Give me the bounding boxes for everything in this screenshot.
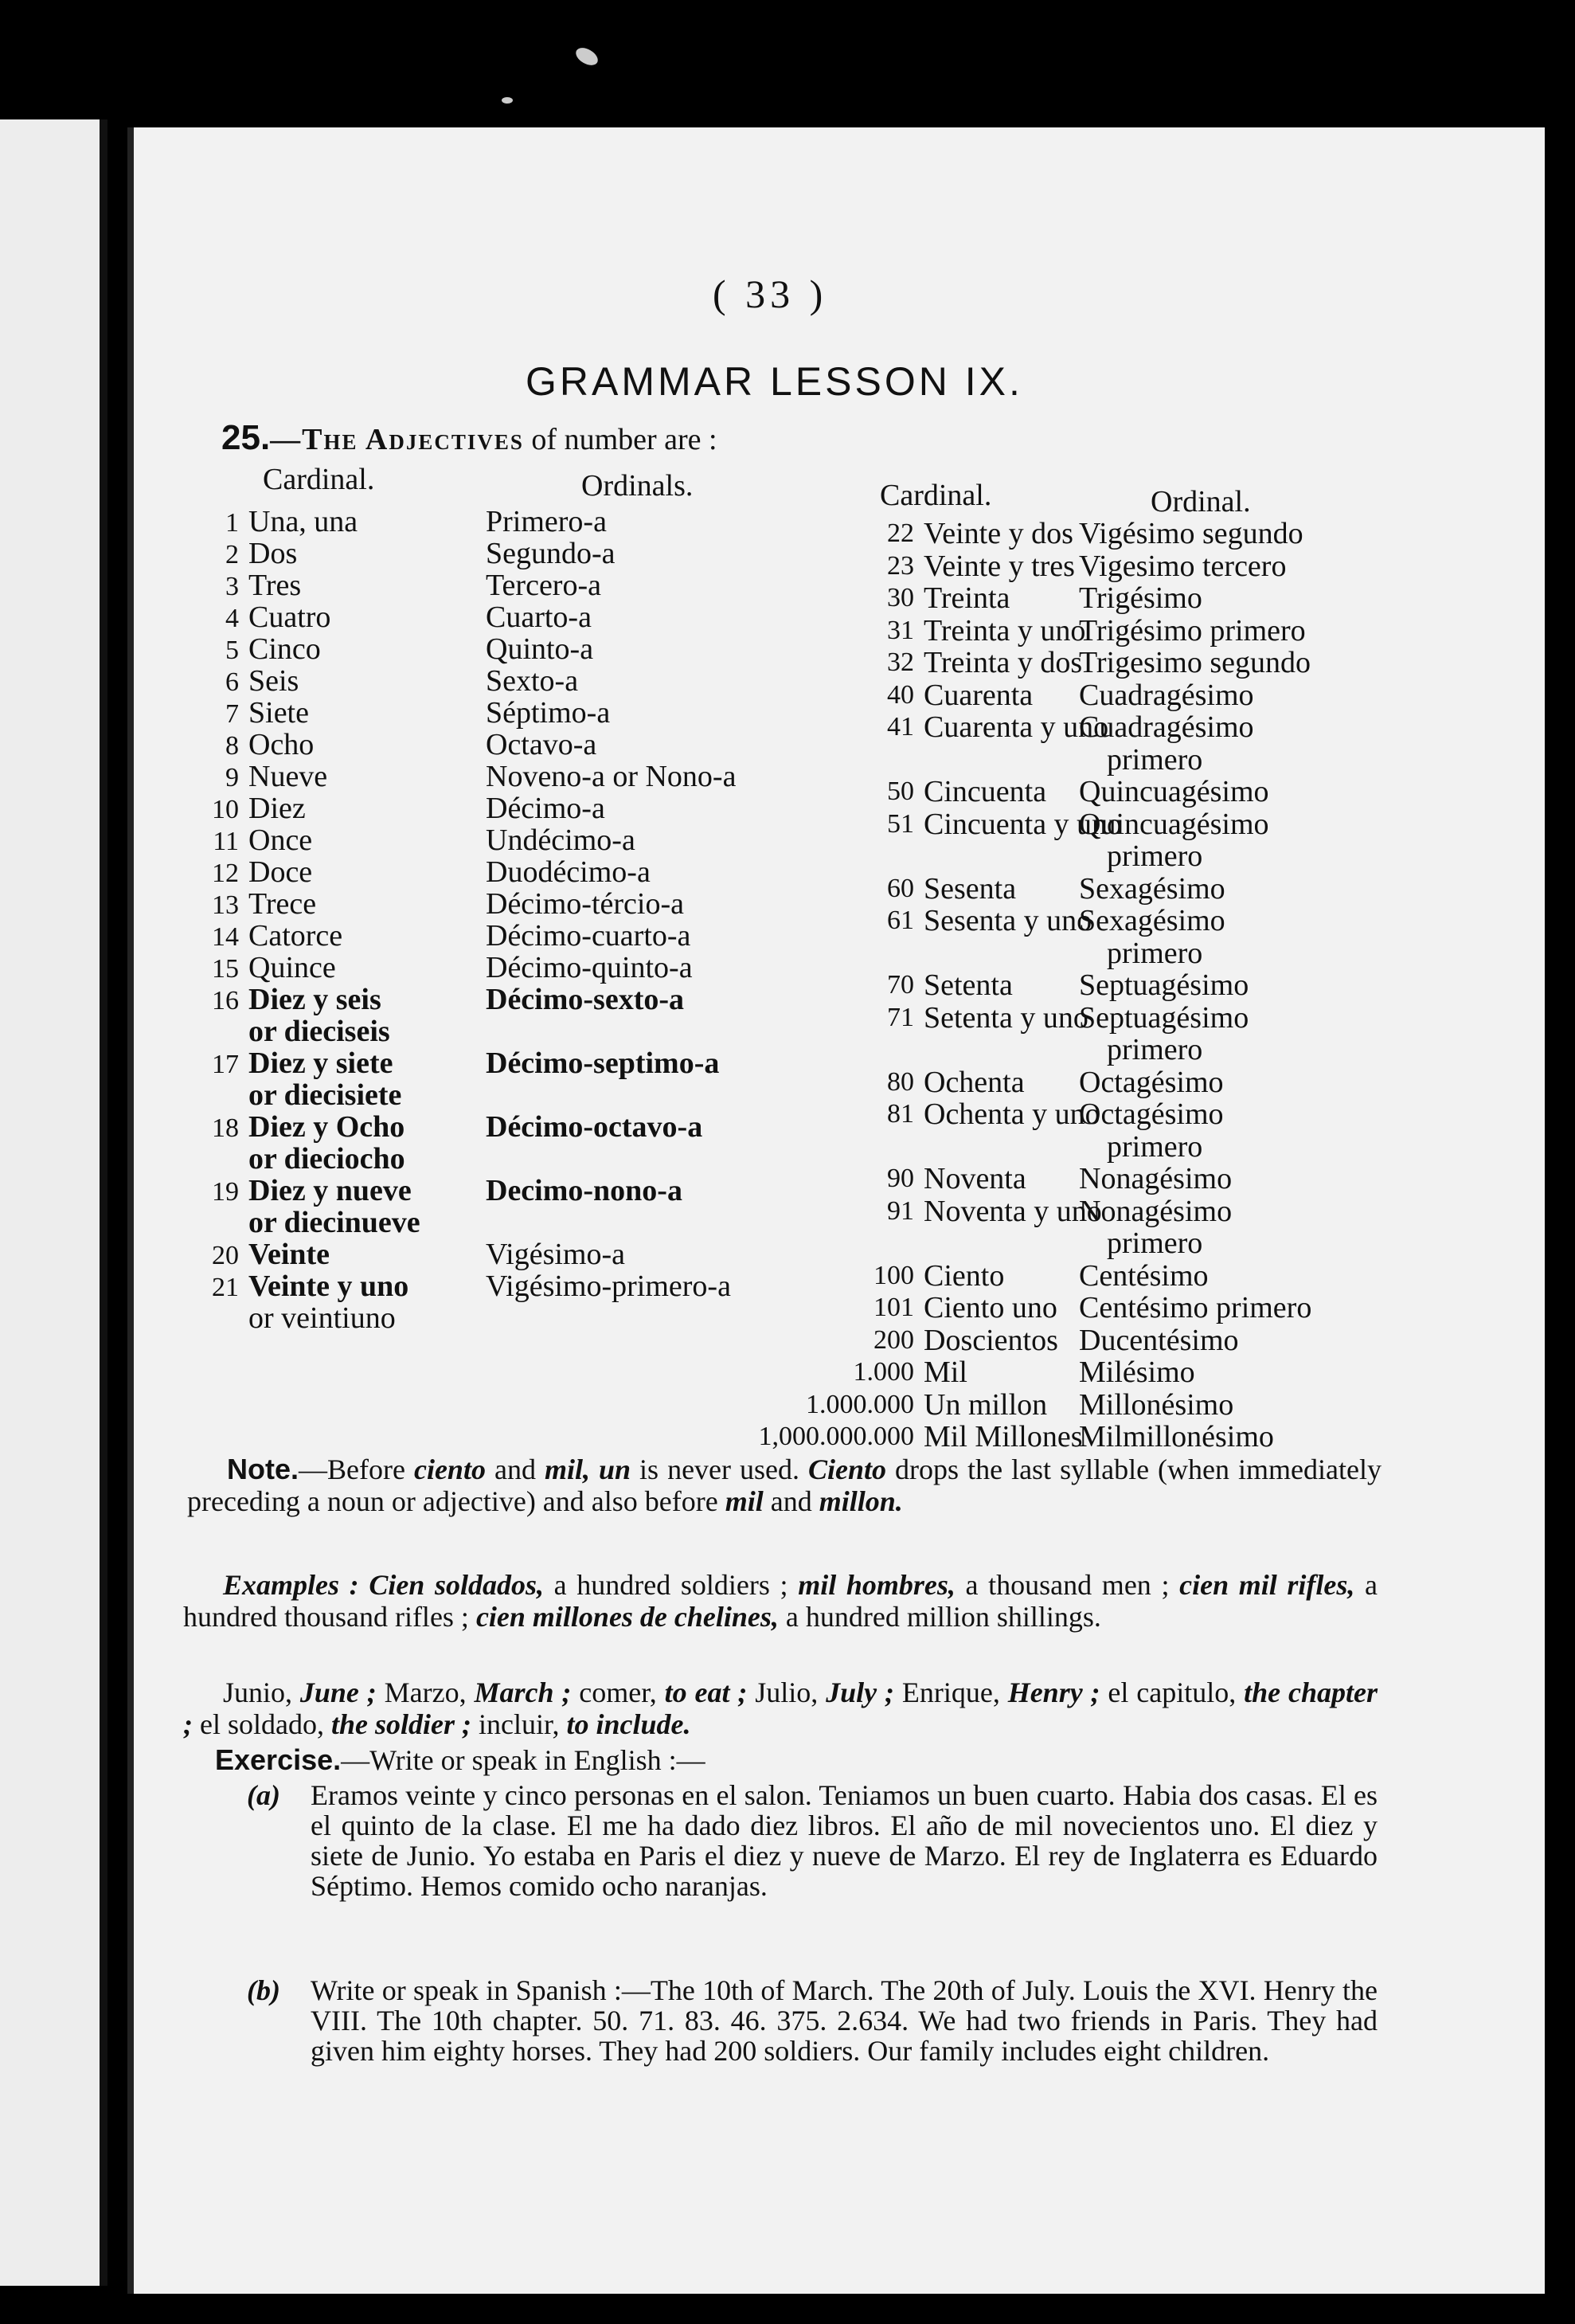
cardinal-value: Catorce	[248, 919, 343, 953]
table-row	[199, 824, 312, 858]
cardinal-value: Cuarenta	[924, 678, 1034, 712]
cardinal-value: Noventa	[924, 1162, 1026, 1195]
ordinal-value: Trigésimo primero	[1079, 613, 1306, 648]
table-row	[199, 506, 358, 539]
cardinal-value: Ciento	[924, 1258, 1005, 1293]
row-number: 71	[887, 1002, 914, 1032]
row-number: 1	[225, 508, 239, 538]
ordinal-value: Octagésimo	[1079, 1065, 1224, 1099]
note-label: Note.	[227, 1453, 299, 1485]
row-number: 7	[225, 699, 239, 729]
page-number: ( 33 )	[713, 272, 828, 316]
table-row	[199, 665, 299, 698]
table-row	[199, 1111, 404, 1144]
ordinal-value: Tercero-a	[486, 569, 601, 602]
cardinal-value: Cinco	[248, 632, 321, 666]
ordinal-value: Centésimo	[1079, 1258, 1209, 1293]
ordinal-value: Cuarto-a	[486, 601, 592, 634]
ordinal-value: Cuadragésimo	[1079, 710, 1254, 744]
ordinal-value: Décimo-septimo-a	[486, 1047, 720, 1080]
table-row	[199, 920, 342, 953]
table-row	[199, 601, 330, 635]
cardinal-value: Veinte y tres	[924, 549, 1075, 583]
table-row	[199, 697, 309, 730]
table-row	[199, 888, 316, 921]
ordinal-value: Vigésimo-a	[486, 1238, 626, 1271]
row-number: 23	[887, 550, 914, 581]
row-number: 1.000.000	[806, 1389, 914, 1419]
ordinal-value: Vigesimo tercero	[1079, 549, 1287, 583]
table-row	[199, 633, 321, 667]
header-cardinal-left: Cardinal.	[263, 463, 375, 496]
exercise-instruction: —Write or speak in English :—	[341, 1744, 705, 1776]
section-intro	[221, 418, 717, 458]
lesson-title: GRAMMAR LESSON IX.	[526, 359, 1023, 404]
cardinal-value: Trece	[248, 887, 317, 921]
table-row	[199, 538, 297, 571]
cardinal-value: Siete	[248, 696, 309, 730]
row-number: 21	[212, 1273, 239, 1302]
cardinal-value: Cuatro	[248, 601, 331, 634]
ordinal-value: Ducentésimo	[1079, 1323, 1239, 1357]
row-number: 19	[212, 1177, 239, 1207]
row-number: 1,000.000.000	[758, 1422, 914, 1451]
ordinal-value: Millonésimo	[1079, 1387, 1234, 1422]
ordinal-value: Milésimo	[1079, 1356, 1195, 1389]
row-number: 2	[225, 540, 239, 569]
row-number: 8	[225, 731, 239, 761]
ordinal-value: Décimo-a	[486, 792, 605, 825]
cardinal-value: Mil	[924, 1356, 967, 1389]
ordinal-alt: primero	[1107, 1033, 1203, 1066]
cardinal-value: Treinta y uno	[924, 613, 1086, 648]
ordinal-value: Sexagésimo	[1079, 871, 1225, 906]
row-number: 14	[212, 922, 239, 952]
table-row	[199, 1175, 412, 1208]
ordinal-value: Trigésimo	[1079, 581, 1202, 615]
ordinal-value: Trigesimo segundo	[1079, 646, 1311, 679]
ordinal-value: Nonagésimo	[1079, 1194, 1233, 1228]
cardinal-value: Diez y siete	[248, 1047, 393, 1080]
ordinal-value: Décimo-sexto-a	[486, 983, 685, 1016]
note-paragraph: Note.—Before ciento and mil, un is never used. Ciento drops the last syllable (when immediately preceding a noun or adjective) and also before mil and millon.	[187, 1453, 1382, 1517]
cardinal-value: Ochenta y uno	[924, 1097, 1100, 1131]
row-number: 81	[887, 1099, 914, 1129]
row-number: 13	[212, 890, 239, 920]
exercise-b-tag: (b)	[247, 1974, 280, 2006]
row-number: 41	[887, 712, 914, 741]
row-number: 6	[225, 667, 239, 697]
section-rest: of number are :	[531, 423, 717, 456]
row-number: 40	[887, 679, 914, 710]
cardinal-value: Doce	[248, 855, 313, 889]
cardinal-value: Ochenta	[924, 1065, 1025, 1099]
cardinal-value: Diez y nueve	[248, 1174, 412, 1207]
ordinal-value: Primero-a	[486, 505, 607, 538]
row-number: 31	[887, 615, 914, 645]
row-number: 9	[225, 763, 239, 792]
ordinal-value: Sexagésimo	[1079, 904, 1225, 937]
table-row	[199, 1238, 330, 1272]
row-number: 30	[887, 583, 914, 612]
page-spine	[127, 127, 134, 2294]
book-page	[127, 127, 1545, 2294]
cardinal-value: Once	[248, 824, 313, 857]
ordinal-value: Septuagésimo	[1079, 1000, 1249, 1035]
section-label: —The Adjectives	[270, 423, 524, 456]
row-number: 4	[225, 604, 239, 633]
ordinal-value: Décimo-quinto-a	[486, 951, 693, 984]
row-number: 91	[887, 1195, 914, 1226]
cardinal-value: Diez	[248, 792, 306, 825]
row-number: 12	[212, 859, 239, 888]
row-number: 70	[887, 970, 914, 1000]
examples-paragraph: Examples : Cien soldados, a hundred soldiers ; mil hombres, a thousand men ; cien mil rifles, a hundred thousand rifles ; cien millones de chelines, a hundred million shillings.	[183, 1569, 1378, 1633]
row-number: 100	[873, 1260, 914, 1290]
cardinal-value: Diez y seis	[248, 983, 381, 1016]
ordinal-value: Noveno-a or Nono-a	[486, 760, 737, 793]
header-cardinal-right: Cardinal.	[880, 479, 992, 512]
table-row	[199, 984, 381, 1017]
exercise-a-tag: (a)	[247, 1779, 280, 1811]
row-number: 17	[212, 1050, 239, 1079]
row-number: 61	[887, 906, 914, 935]
row-number: 10	[212, 795, 239, 824]
cardinal-value: Treinta y dos	[924, 646, 1083, 679]
table-row	[199, 729, 314, 762]
table-row	[199, 1047, 393, 1081]
exercise-b-text: Write or speak in Spanish :—The 10th of March. The 20th of July. Louis the XVI. Henry the VIII. The 10th chapter. 50. 71. 83. 46. 375. 2.634. We had two friends in Paris. They had given him eighty horses. They had 200 soldiers. Our family includes eight children.	[311, 1974, 1378, 2067]
ordinal-value: Nonagésimo	[1079, 1162, 1233, 1195]
table-row	[199, 856, 312, 890]
cardinal-value: Un millon	[924, 1387, 1048, 1422]
ordinal-value: Quincuagésimo	[1079, 775, 1269, 808]
row-number: 3	[225, 572, 239, 601]
ordinal-value: Octagésimo	[1079, 1097, 1224, 1131]
examples-label: Examples :	[223, 1569, 359, 1601]
cardinal-value: Ocho	[248, 728, 315, 761]
ordinal-value: Cuadragésimo	[1079, 678, 1254, 712]
ordinal-value: Décimo-cuarto-a	[486, 919, 691, 953]
row-number: 80	[887, 1066, 914, 1097]
cardinal-value: Cuarenta y uno	[924, 710, 1109, 744]
ordinal-alt: primero	[1107, 839, 1203, 873]
ordinal-alt: primero	[1107, 1129, 1203, 1164]
ordinal-value: Centésimo primero	[1079, 1291, 1312, 1324]
cardinal-alt: or dieciocho	[248, 1142, 405, 1176]
ordinal-value: Séptimo-a	[486, 696, 611, 730]
exercise-part-b	[247, 1974, 1378, 2067]
cardinal-value: Veinte y uno	[248, 1270, 409, 1303]
table-row	[199, 1270, 408, 1304]
ordinal-alt: primero	[1107, 1227, 1203, 1260]
cardinal-alt: or diecinueve	[248, 1206, 420, 1239]
row-number: 20	[212, 1241, 239, 1270]
row-number: 50	[887, 777, 914, 806]
ordinal-value: Vigésimo-primero-a	[486, 1270, 731, 1303]
row-number: 51	[887, 808, 914, 839]
ordinal-alt: primero	[1107, 742, 1203, 777]
cardinal-value: Cincuenta y uno	[924, 807, 1123, 841]
cardinal-value: Noventa y uno	[924, 1194, 1102, 1228]
row-number: 11	[213, 827, 239, 856]
ordinal-value: Sexto-a	[486, 664, 579, 698]
table-row	[199, 761, 327, 794]
ordinal-value: Septuagésimo	[1079, 968, 1249, 1002]
cardinal-value: Sesenta y uno	[924, 904, 1092, 937]
cardinal-value: Diez y Ocho	[248, 1110, 405, 1144]
ordinal-value: Duodécimo-a	[486, 855, 651, 889]
cardinal-value: Sesenta	[924, 871, 1017, 906]
ordinal-value: Octavo-a	[486, 728, 597, 761]
cardinal-value: Cincuenta	[924, 775, 1047, 808]
row-number: 60	[887, 873, 914, 903]
row-number: 90	[887, 1164, 914, 1193]
cardinal-value: Treinta	[924, 581, 1010, 615]
table-row	[199, 569, 301, 603]
ordinal-value: Décimo-tércio-a	[486, 887, 684, 921]
scan-speck	[502, 97, 513, 104]
ordinal-value: Milmillonésimo	[1079, 1420, 1274, 1453]
ordinal-value: Decimo-nono-a	[486, 1174, 682, 1207]
row-number: 16	[212, 986, 239, 1015]
cardinal-value: Mil Millones	[924, 1420, 1083, 1453]
exercise-label: Exercise.	[215, 1743, 342, 1776]
row-number: 5	[225, 636, 239, 665]
cardinal-alt: or diecisiete	[248, 1078, 402, 1112]
cardinal-value: Dos	[248, 537, 298, 570]
ordinal-value: Segundo-a	[486, 537, 616, 570]
header-ordinal-left: Ordinals.	[581, 469, 694, 503]
cardinal-value: Seis	[248, 664, 299, 698]
exercise-part-a	[247, 1779, 1378, 1902]
row-number: 1.000	[853, 1357, 914, 1387]
cardinal-value: Veinte	[248, 1238, 330, 1271]
cardinal-value: Nueve	[248, 760, 328, 793]
exercise-heading	[215, 1744, 1330, 1776]
row-number: 22	[887, 518, 914, 548]
cardinal-alt: or dieciseis	[248, 1015, 390, 1048]
row-number: 101	[873, 1293, 914, 1322]
ordinal-value: Quinto-a	[486, 632, 594, 666]
row-number: 32	[887, 648, 914, 677]
row-number: 200	[873, 1324, 914, 1355]
ordinal-alt: primero	[1107, 936, 1203, 970]
cardinal-value: Una, una	[248, 505, 358, 538]
ordinal-value: Quincuagésimo	[1079, 807, 1269, 841]
cardinal-value: Setenta y uno	[924, 1000, 1088, 1035]
cardinal-value: Veinte y dos	[924, 517, 1073, 550]
left-page-edge	[0, 119, 107, 2286]
cardinal-value: Setenta	[924, 968, 1013, 1002]
cardinal-value: Doscientos	[924, 1323, 1058, 1357]
row-number: 18	[212, 1113, 239, 1143]
ordinal-value: Vigésimo segundo	[1079, 517, 1303, 550]
ordinal-value: Undécimo-a	[486, 824, 635, 857]
cardinal-value: Tres	[248, 569, 302, 602]
section-number: 25.	[221, 418, 271, 457]
scan-speck	[573, 45, 601, 69]
table-row	[199, 792, 306, 826]
cardinal-value: Quince	[248, 951, 336, 984]
table-row	[199, 952, 336, 985]
vocabulary-paragraph: Junio, June ; Marzo, March ; comer, to eat ; Julio, July ; Enrique, Henry ; el capitulo, the chapter ; el soldado, the soldier ; incluir, to include.	[183, 1676, 1378, 1740]
row-number: 15	[212, 954, 239, 984]
ordinal-value: Décimo-octavo-a	[486, 1110, 703, 1144]
cardinal-alt: or veintiuno	[248, 1301, 396, 1335]
header-ordinal-right: Ordinal.	[1151, 485, 1251, 518]
cardinal-value: Ciento uno	[924, 1291, 1057, 1324]
exercise-a-text: Eramos veinte y cinco personas en el salon. Teniamos un buen cuarto. Habia dos casas. El es el quinto de la clase. El me ha dado diez libros. El año de mil novecientos uno. El diez y siete de Junio. Yo estaba en Paris el diez y nueve de Marzo. El rey de Inglaterra es Eduardo Séptimo. Hemos comido ocho naranjas.	[311, 1779, 1378, 1902]
